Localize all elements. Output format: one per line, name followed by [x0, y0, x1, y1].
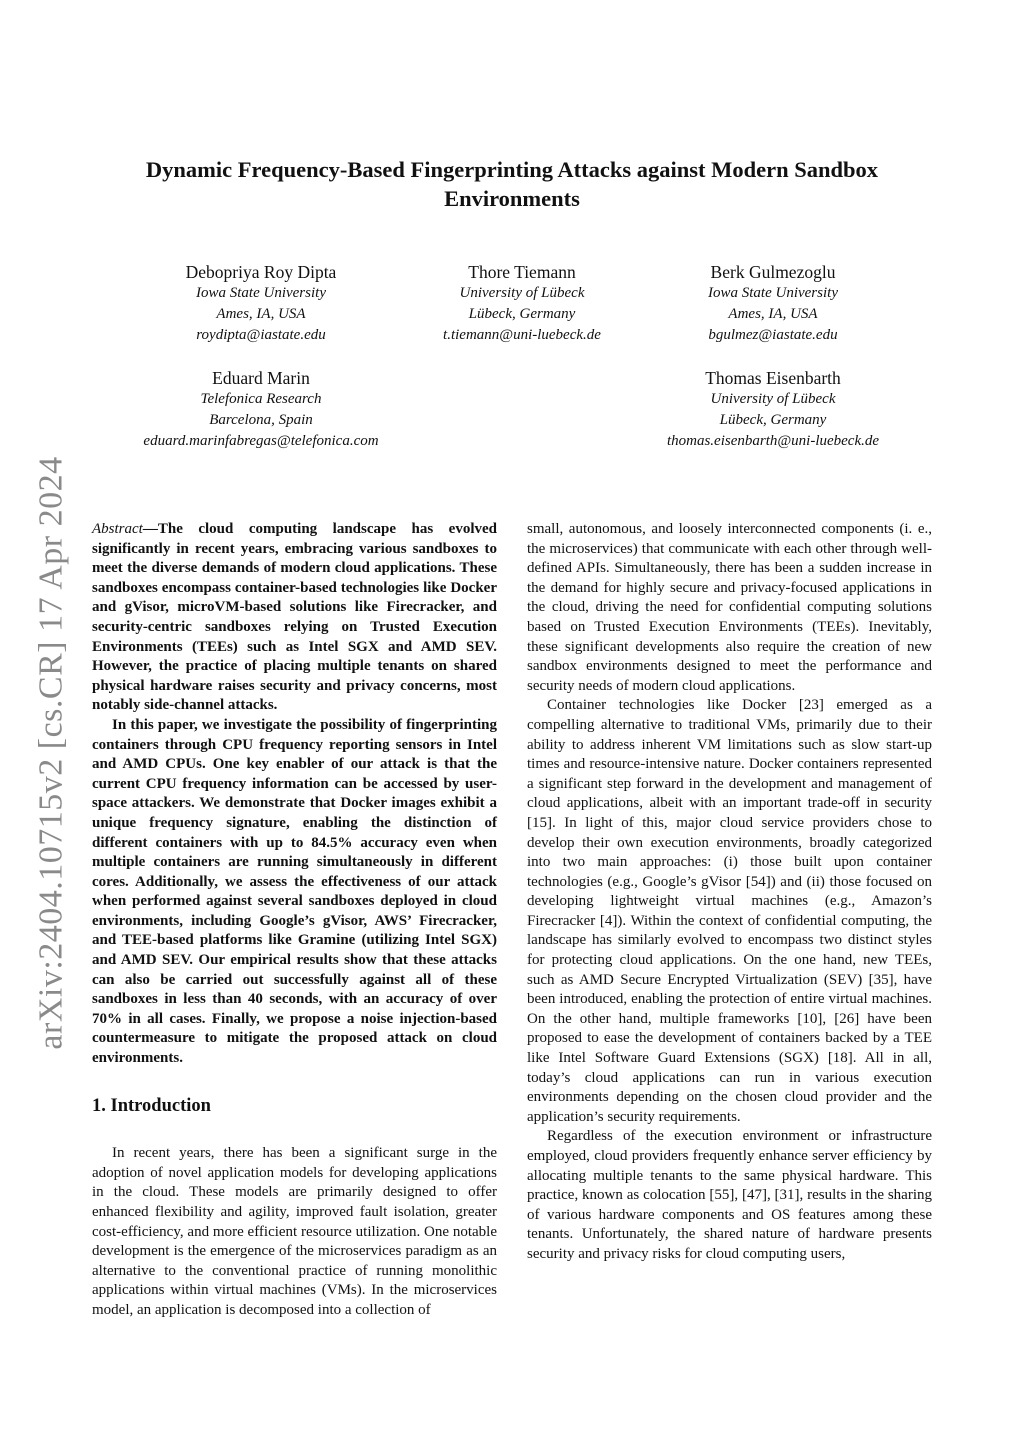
author-location: Lübeck, Germany: [719, 412, 827, 428]
author-affiliation: University of Lübeck: [459, 285, 585, 301]
author-email: thomas.eisenbarth@uni-luebeck.de: [666, 433, 880, 449]
author-location: Ames, IA, USA: [216, 306, 306, 322]
section-heading-introduction: 1. Introduction: [92, 1095, 211, 1116]
left-column: [92, 520, 497, 1321]
author-block-5: [613, 368, 933, 452]
abstract-paragraph-1: [92, 520, 497, 716]
author-name: Eduard Marin: [212, 368, 310, 388]
arxiv-identifier-text: arXiv:2404.10715v2 [cs.CR] 17 Apr 2024: [33, 456, 70, 1050]
right-column: [527, 520, 932, 1265]
author-name: Thore Tiemann: [468, 262, 576, 282]
abstract-label: Abstract: [92, 521, 143, 537]
author-location: Barcelona, Spain: [209, 412, 313, 428]
right-paragraph-1: small, autonomous, and loosely interconnected components (i. e., the microservices) that communicate with each other through well-defined APIs. Simultaneously, there has been a sudden increase in the demand for highly secure and privacy-focused applications in the cloud, driving the need for confidential computing solutions based on Trusted Execution Environments (TEEs). Inevitably, these significant developments also require the creation of new sandbox environments designed to meet the performance and security needs of modern cloud applications.: [527, 521, 932, 694]
intro-body: [92, 1144, 497, 1320]
author-affiliation: University of Lübeck: [710, 391, 836, 407]
intro-paragraph-1: In recent years, there has been a significant surge in the adoption of novel application models for developing applications in the cloud. These models are primarily designed to offer enhanced flexibility and agility, improved fault isolation, greater cost-efficiency, and more efficient resource utilization. One notable development is the emergence of the microservices paradigm as an alternative to the conventional practice of running monolithic applications within virtual machines (VMs). In the microservices model, an application is decomposed into a collection of: [92, 1145, 497, 1318]
author-affiliation: Iowa State University: [708, 285, 838, 301]
author-email: roydipta@iastate.edu: [196, 327, 326, 343]
author-name: Berk Gulmezoglu: [710, 262, 836, 282]
arxiv-identifier: [22, 450, 82, 1056]
author-name: Debopriya Roy Dipta: [185, 262, 337, 282]
right-paragraph-3: Regardless of the execution environment or infrastructure employed, cloud providers frequently enhance server efficiency by allocating multiple tenants to the same physical hardware. This practice, known as colocation [55], [47], [31], results in the sharing of various hardware components and OS features among these tenants. Unfortunately, the shared nature of hardware presents security and privacy risks for cloud computing users,: [527, 1128, 932, 1262]
author-name: Thomas Eisenbarth: [705, 368, 841, 388]
author-location: Lübeck, Germany: [468, 306, 576, 322]
author-location: Ames, IA, USA: [728, 306, 818, 322]
author-affiliation: Iowa State University: [196, 285, 326, 301]
author-email: eduard.marinfabregas@telefonica.com: [143, 433, 379, 449]
author-affiliation: Telefonica Research: [200, 391, 322, 407]
author-email: bgulmez@iastate.edu: [708, 327, 838, 343]
author-email: t.tiemann@uni-luebeck.de: [443, 327, 601, 343]
paper-title: Dynamic Frequency-Based Fingerprinting Attacks against Modern Sandbox Environments: [145, 157, 879, 211]
abstract-paragraph-2: In this paper, we investigate the possibility of fingerprinting containers through CPU frequency reporting sensors in Intel and AMD CPUs. One key enabler of our attack is that the current CPU frequency information can be accessed by user-space attackers. We demonstrate that Docker images exhibit a unique frequency signature, enabling the distinction of different containers with up to 84.5% accuracy even when multiple containers are running simultaneously in different cores. Additionally, we assess the effectiveness of our attack when performed against several sandboxes deployed in cloud environments, including Google’s gVisor, AWS’ Firecracker, and TEE-based platforms like Gramine (utilizing Intel SGX) and AMD SEV. Our empirical results show that these attacks can also be carried out successfully against all of these sandboxes in less than 40 seconds, with an accuracy of over 70% in all cases. Finally, we propose a noise injection-based countermeasure to mitigate the proposed attack on cloud environments.: [92, 716, 497, 1067]
author-block-4: [101, 368, 421, 452]
right-paragraph-2: Container technologies like Docker [23] emerged as a compelling alternative to traditional VMs, primarily due to their ability to address inherent VM limitations such as slow start-up times and resource-intensive nature. Docker containers represented a significant step forward in the development and management of cloud applications, albeit with an important trade-off in security [15]. In light of this, major cloud service providers chose to develop their own execution environments, broadly categorized into two main approaches: (i) those built upon container technologies (e.g., Google’s gVisor [54]) and (ii) those focused on developing lightweight virtual machines (e.g., Amazon’s Firecracker [4]). Within the context of confidential computing, the landscape has similarly evolved to encompass two distinct styles for protecting cloud applications. On the one hand, new TEEs, such as AMD Secure Encrypted Virtualization (SEV) [35], have been introduced, enabling the protection of entire virtual machines. On the other hand, multiple frameworks [10], [26] have been proposed to ease the development of containers backed by a TEE like Intel Software Guard Extensions (SGX) [18]. All in all, today’s cloud applications can run in various execution environments depending on the chosen cloud provider and the application’s security requirements.: [527, 697, 932, 1125]
abstract-text-1: —The cloud computing landscape has evolved significantly in recent years, embracing various sandboxes to meet the diverse demands of modern cloud applications. These sandboxes encompass container-based technologies like Docker and gVisor, microVM-based solutions like Firecracker, and security-centric sandboxes relying on Trusted Execution Environments (TEEs) such as Intel SGX and AMD SEV. However, the practice of placing multiple tenants on shared physical hardware raises security and privacy concerns, most notably side-channel attacks.: [92, 521, 497, 714]
author-block-3: [613, 262, 933, 346]
